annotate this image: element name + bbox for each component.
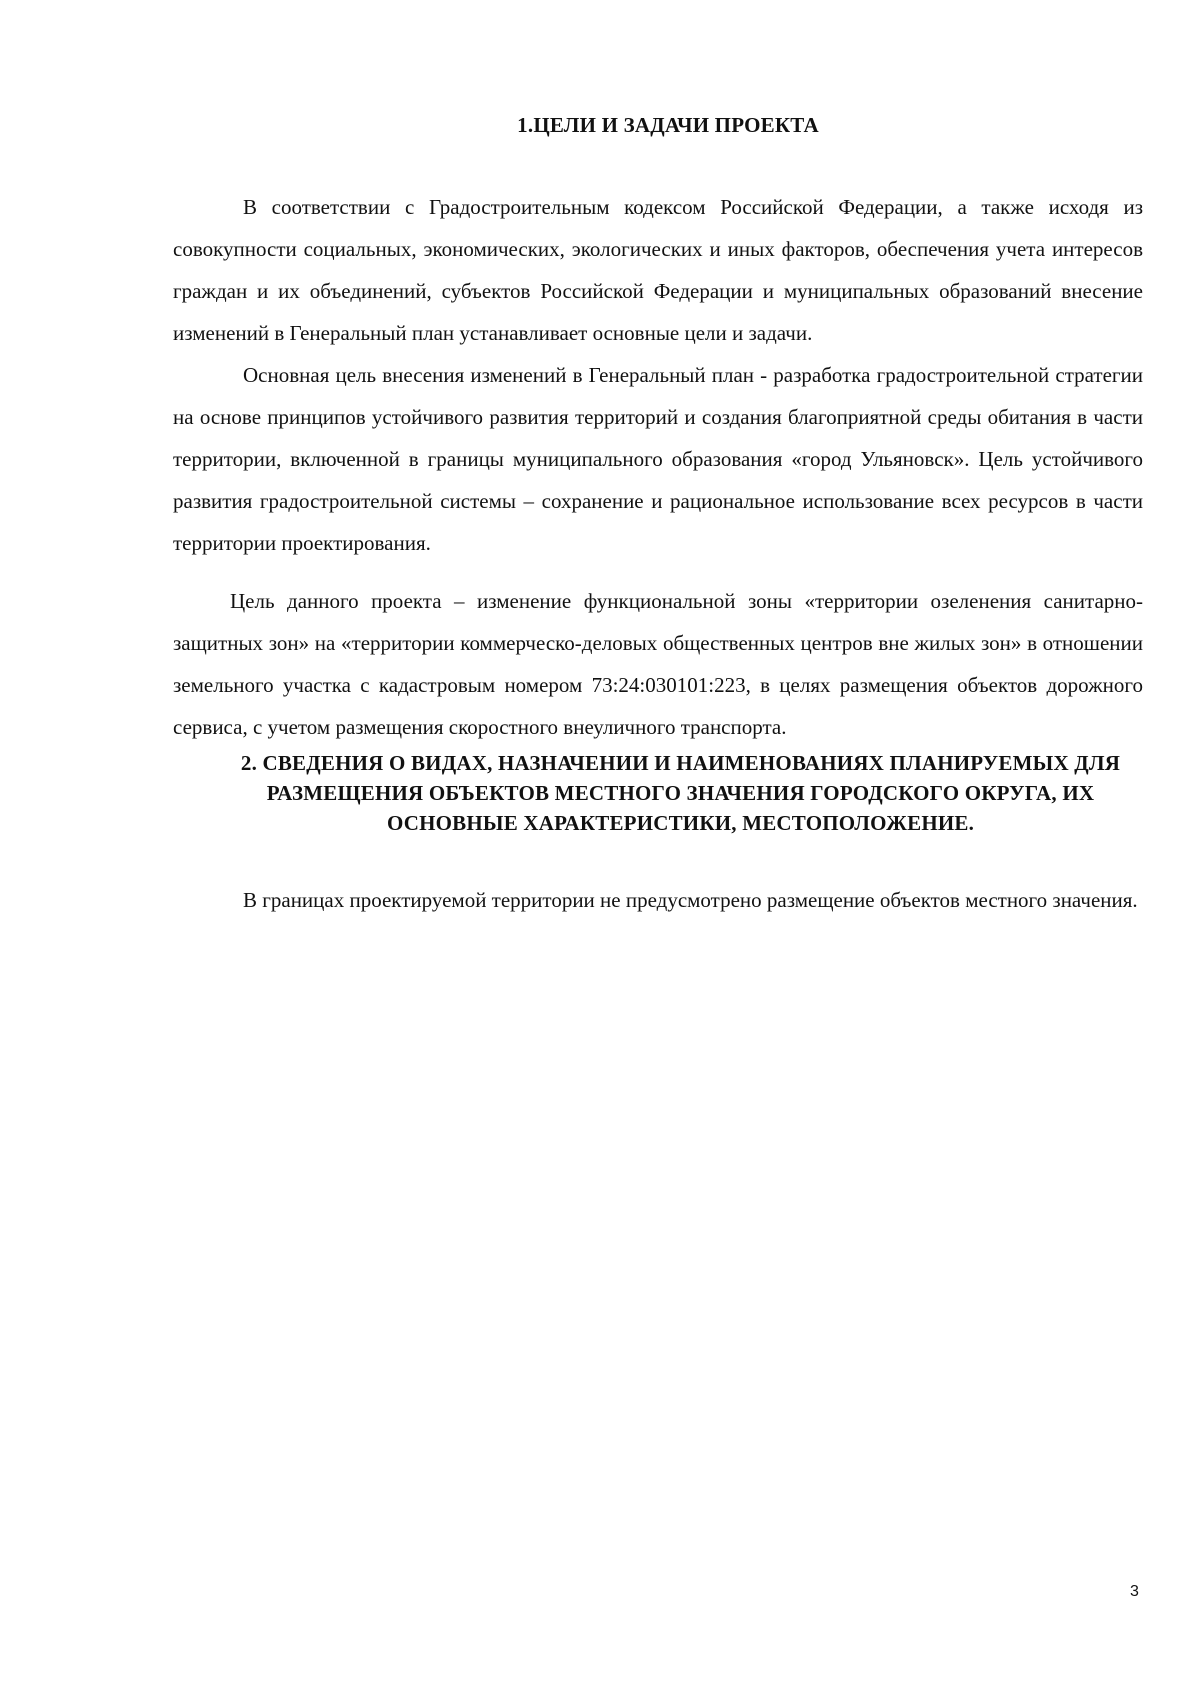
section-goals xyxy=(173,110,1143,748)
section-1-paragraph-3: Цель данного проекта – изменение функциональной зоны «территории озеленения санитарно-защитных зон» на «территории коммерческо-деловых общественных центров вне жилых зон» в отношении земельного участка с кадастровым номером 73:24:030101:223, в целях размещения объектов дорожного сервиса, с учетом размещения скоростного внеуличного транспорта. xyxy=(173,589,1143,739)
section-1-heading: 1.ЦЕЛИ И ЗАДАЧИ ПРОЕКТА xyxy=(517,113,819,137)
section-1-paragraph-1: В соответствии с Градостроительным кодексом Российской Федерации, а также исходя из совокупности социальных, экономических, экологических и иных факторов, обеспечения учета интересов граждан и их объединений, субъектов Российской Федерации и муниципальных образований внесение изменений в Генеральный план устанавливает основные цели и задачи. xyxy=(173,195,1143,345)
page-content xyxy=(173,110,1143,916)
page-number: 3 xyxy=(1130,1583,1139,1600)
section-1-paragraph-2: Основная цель внесения изменений в Генеральный план - разработка градостроительной стратегии на основе принципов устойчивого развития территорий и создания благоприятной среды обитания в части территории, включенной в границы муниципального образования «город Ульяновск». Цель устойчивого развития градостроительной системы – сохранение и рациональное использование всех ресурсов в части территории проектирования. xyxy=(173,363,1143,555)
section-2-body xyxy=(173,884,1143,916)
section-1-body xyxy=(173,186,1143,748)
section-2-paragraph-1: В границах проектируемой территории не предусмотрено размещение объектов местного значения. xyxy=(243,888,1138,912)
section-local-objects xyxy=(173,748,1143,916)
section-2-heading: 2. СВЕДЕНИЯ О ВИДАХ, НАЗНАЧЕНИИ И НАИМЕНОВАНИЯХ ПЛАНИРУЕМЫХ ДЛЯ РАЗМЕЩЕНИЯ ОБЪЕКТОВ МЕСТНОГО ЗНАЧЕНИЯ ГОРОДСКОГО ОКРУГА, ИХ ОСНОВНЫЕ ХАРАКТЕРИСТИКИ, МЕСТОПОЛОЖЕНИЕ. xyxy=(240,751,1121,835)
